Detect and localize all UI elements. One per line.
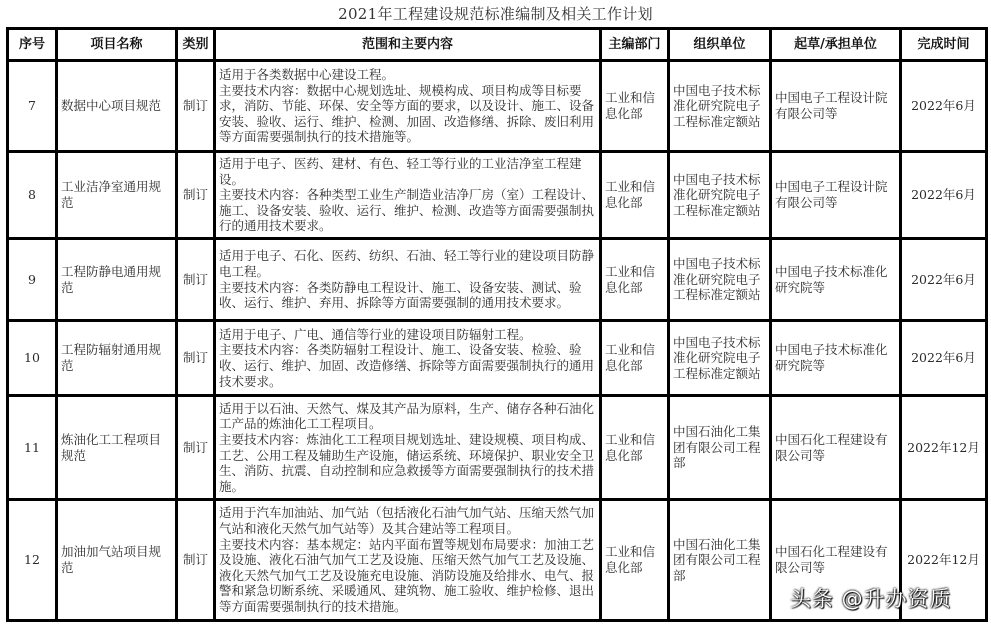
plan-table: [6, 27, 988, 622]
cell-org: 中国电子技术标准化研究院电子工程标准定额站: [669, 239, 771, 321]
cell-due: 2022年6月: [901, 61, 987, 152]
table-header-row: [8, 29, 987, 61]
cell-org: 中国石油化工集团有限公司工程部: [669, 500, 771, 621]
table-row: [8, 396, 987, 500]
table-row: [8, 61, 987, 152]
cell-drafter: 中国电子技术标准化研究院等: [771, 239, 901, 321]
cell-name: 加油加气站项目规范: [57, 500, 177, 621]
cell-content: 适用于各类数据中心建设工程。 主要技术内容：数据中心规划选址、规模构成、项目构成等目标要求，消防、节能、环保、安全等方面的要求，以及设计、施工、设备安装、验收、运行、维护、检测、加固、改造修缮、拆除、废旧利用等方面需要强制执行的技术措施等。: [215, 61, 601, 152]
header-org: 组织单位: [669, 29, 771, 61]
cell-no: 9: [8, 239, 57, 321]
cell-type: 制订: [177, 396, 215, 500]
cell-drafter: 中国石化工程建设有限公司等: [771, 500, 901, 621]
header-type: 类别: [177, 29, 215, 61]
cell-dept: 工业和信息化部: [601, 396, 669, 500]
watermark: 头条 @升办资质: [790, 587, 952, 611]
cell-no: 8: [8, 152, 57, 239]
cell-name: 数据中心项目规范: [57, 61, 177, 152]
cell-drafter: 中国电子工程设计院有限公司等: [771, 152, 901, 239]
table-row: [8, 321, 987, 396]
cell-due: 2022年12月: [901, 500, 987, 621]
cell-org: 中国电子技术标准化研究院电子工程标准定额站: [669, 152, 771, 239]
cell-dept: 工业和信息化部: [601, 500, 669, 621]
cell-type: 制订: [177, 61, 215, 152]
cell-due: 2022年12月: [901, 396, 987, 500]
cell-no: 11: [8, 396, 57, 500]
header-due: 完成时间: [901, 29, 987, 61]
cell-content: 适用于电子、广电、通信等行业的建设项目防辐射工程。 主要技术内容：各类防辐射工程设计、施工、设备安装、检验、验收、运行、维护、加固、改造修缮、拆除等方面需要强制执行的通用技术要求。: [215, 321, 601, 396]
cell-content: 适用于电子、石化、医药、纺织、石油、轻工等行业的建设项目防静电工程。 主要技术内容：各类防静电工程设计、施工、设备安装、测试、验收、运行、维护、弃用、拆除等方面需要强制的通用技术要求。: [215, 239, 601, 321]
cell-content: 适用于电子、医药、建材、有色、轻工等行业的工业洁净室工程建设。 主要技术内容：各种类型工业生产制造业洁净厂房（室）工程设计、施工、设备安装、验收、运行、维护、检测、改造等方面需要强制执行的通用技术要求。: [215, 152, 601, 239]
cell-no: 7: [8, 61, 57, 152]
cell-type: 制订: [177, 152, 215, 239]
cell-org: 中国电子技术标准化研究院电子工程标准定额站: [669, 61, 771, 152]
cell-due: 2022年6月: [901, 321, 987, 396]
cell-dept: 工业和信息化部: [601, 152, 669, 239]
cell-type: 制订: [177, 500, 215, 621]
cell-content: 适用于以石油、天然气、煤及其产品为原料，生产、储存各种石油化工产品的炼油化工工程项目。 主要技术内容：炼油化工工程项目规划选址、建设规模、项目构成、工艺、公用工程及辅助生产设施，储运系统、环境保护、职业安全卫生、消防、抗震、自动控制和应急救援等方面需要强制执行的技术措施。: [215, 396, 601, 500]
header-dept: 主编部门: [601, 29, 669, 61]
cell-due: 2022年6月: [901, 239, 987, 321]
document-title: 2021年工程建设规范标准编制及相关工作计划: [338, 5, 653, 23]
cell-name: 炼油化工工程项目规范: [57, 396, 177, 500]
cell-due: 2022年6月: [901, 152, 987, 239]
cell-dept: 工业和信息化部: [601, 239, 669, 321]
cell-no: 12: [8, 500, 57, 621]
cell-content: 适用于汽车加油站、加气站（包括液化石油气加气站、压缩天然气加气站和液化天然气加气站等）及其合建站等工程项目。 主要技术内容：基本规定：站内平面布置等规划布局要求：加油工艺及设施、液化石油气加气工艺及设施、压缩天然气加气工艺及设施、液化天然气加气工艺及设施充电设施、消防设施及给排水、电气、报警和紧急切断系统、采暖通风、建筑物、施工验收、维护检修、退出等方面需要强制执行的技术措施。: [215, 500, 601, 621]
cell-type: 制订: [177, 321, 215, 396]
cell-name: 工业洁净室通用规范: [57, 152, 177, 239]
table-row: [8, 239, 987, 321]
cell-org: 中国电子技术标准化研究院电子工程标准定额站: [669, 321, 771, 396]
cell-drafter: 中国石化工程建设有限公司等: [771, 396, 901, 500]
cell-drafter: 中国电子工程设计院有限公司等: [771, 61, 901, 152]
header-content: 范围和主要内容: [215, 29, 601, 61]
cell-name: 工程防静电通用规范: [57, 239, 177, 321]
cell-name: 工程防辐射通用规范: [57, 321, 177, 396]
table-row: [8, 152, 987, 239]
cell-dept: 工业和信息化部: [601, 61, 669, 152]
header-drafter: 起草/承担单位: [771, 29, 901, 61]
cell-dept: 工业和信息化部: [601, 321, 669, 396]
cell-org: 中国石油化工集团有限公司工程部: [669, 396, 771, 500]
cell-no: 10: [8, 321, 57, 396]
header-name: 项目名称: [57, 29, 177, 61]
cell-type: 制订: [177, 239, 215, 321]
cell-drafter: 中国电子技术标准化研究院等: [771, 321, 901, 396]
header-no: 序号: [8, 29, 57, 61]
